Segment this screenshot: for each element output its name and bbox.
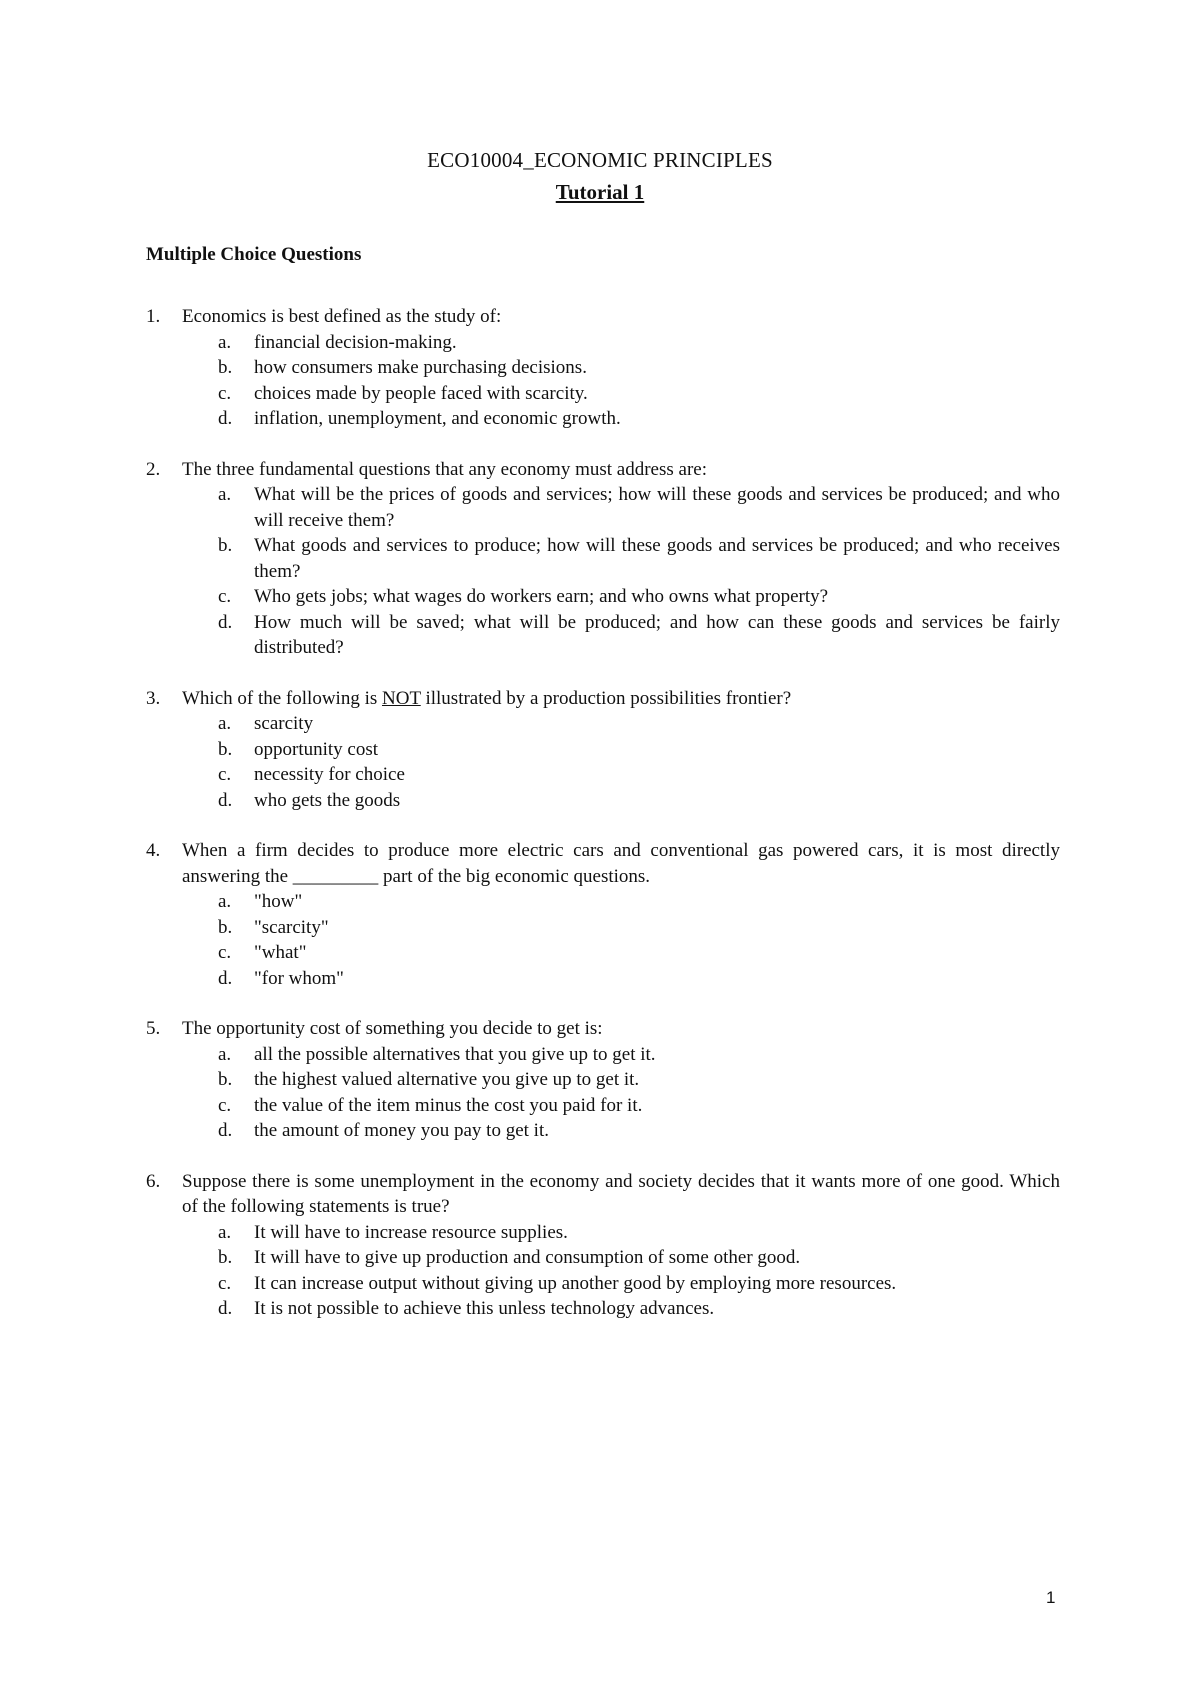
option-text: the amount of money you pay to get it. [254,1120,549,1141]
option-c [218,940,1060,966]
option-text: It will have to give up production and consumption of some other good. [254,1247,801,1268]
option-d [218,406,1060,432]
option-list [218,1220,1060,1322]
option-letter: a. [218,331,232,353]
question-6 [146,1169,1060,1322]
option-letter: a. [218,1043,232,1065]
option-text: the highest valued alternative you give up to get it. [254,1069,640,1090]
option-list [218,482,1060,661]
question-text: When a firm decides to produce more electric cars and conventional gas powered cars, it is most directly answering the _________ part of the big economic questions. [182,840,1060,887]
option-text: financial decision-making. [254,331,457,353]
question-number: 2. [146,458,161,480]
question-text-before: Which of the following is [182,687,382,709]
question-number: 1. [146,306,161,327]
option-text: all the possible alternatives that you give up to get it. [254,1043,656,1065]
option-a [218,1220,1060,1246]
question-5 [146,1016,1060,1144]
question-text: Suppose there is some unemployment in the economy and society decides that it wants more of one good. Which of the following statements is true? [182,1170,1060,1217]
question-text [182,686,1060,712]
option-letter: c. [218,1272,232,1294]
option-b [218,355,1060,381]
page-number: 1 [1046,1588,1056,1607]
question-4 [146,838,1060,991]
option-letter: c. [218,1094,232,1116]
option-d [218,610,1060,661]
option-text: What will be the prices of goods and services; how will these goods and services be produced; and who will receive them? [254,484,1060,531]
tutorial-title-text: Tutorial 1 [555,180,645,204]
option-letter: d. [218,789,233,811]
option-letter: a. [218,1221,232,1243]
option-text: It will have to increase resource supplies. [254,1221,568,1243]
question-text: The three fundamental questions that any economy must address are: [182,458,707,480]
option-letter: d. [218,408,233,429]
option-letter: b. [218,1247,233,1268]
option-text: "how" [254,891,303,912]
option-letter: a. [218,713,232,734]
option-text: the value of the item minus the cost you paid for it. [254,1094,643,1116]
option-text: "what" [254,942,307,963]
question-list [146,304,1060,1347]
option-d [218,788,1060,814]
option-text: inflation, unemployment, and economic growth. [254,408,621,429]
option-letter: c. [218,382,232,404]
option-letter: c. [218,942,232,963]
option-text: What goods and services to produce; how will these goods and services be produced; and who receives them? [254,535,1060,582]
option-text: "scarcity" [254,916,329,938]
option-c [218,762,1060,788]
option-c [218,1271,1060,1297]
question-number: 5. [146,1018,161,1039]
option-letter: c. [218,764,232,785]
question-text: Economics is best defined as the study of: [182,306,502,327]
question-text-after: illustrated by a production possibilities frontier? [420,687,792,709]
option-b [218,737,1060,763]
question-text: The opportunity cost of something you decide to get is: [182,1018,603,1039]
option-c [218,584,1060,610]
option-letter: d. [218,1298,233,1319]
option-text: "for whom" [254,967,344,989]
option-a [218,889,1060,915]
option-text: choices made by people faced with scarcity. [254,382,588,404]
option-a [218,711,1060,737]
option-text: opportunity cost [254,738,379,760]
option-letter: b. [218,357,233,378]
option-c [218,381,1060,407]
option-text: necessity for choice [254,764,405,785]
option-text: Who gets jobs; what wages do workers earn; and who owns what property? [254,586,829,607]
option-a [218,1042,1060,1068]
option-d [218,966,1060,992]
option-list [218,711,1060,813]
option-b [218,1067,1060,1093]
question-number: 4. [146,840,161,861]
question-3 [146,686,1060,814]
option-b [218,533,1060,584]
option-letter: d. [218,967,233,989]
option-letter: b. [218,1069,233,1090]
option-text: It can increase output without giving up another good by employing more resources. [254,1272,897,1294]
question-2 [146,457,1060,661]
option-letter: c. [218,586,232,607]
option-letter: d. [218,611,233,633]
question-text-emphasis: NOT [382,687,421,709]
question-1 [146,304,1060,432]
option-list [218,1042,1060,1144]
tutorial-title [0,180,1200,205]
option-b [218,915,1060,941]
option-b [218,1245,1060,1271]
option-d [218,1118,1060,1144]
course-title: ECO10004_ECONOMIC PRINCIPLES [427,148,773,172]
option-text: scarcity [254,713,314,734]
question-number: 3. [146,687,161,709]
option-list [218,889,1060,991]
option-letter: a. [218,891,232,912]
option-text: how consumers make purchasing decisions. [254,357,587,378]
option-list [218,330,1060,432]
option-text: who gets the goods [254,789,401,811]
option-letter: b. [218,916,233,938]
option-letter: a. [218,484,232,505]
option-letter: d. [218,1120,233,1141]
section-heading: Multiple Choice Questions [146,244,362,265]
option-d [218,1296,1060,1322]
option-letter: b. [218,535,233,556]
question-number: 6. [146,1170,161,1192]
option-letter: b. [218,738,233,760]
option-a [218,330,1060,356]
option-text: It is not possible to achieve this unless technology advances. [254,1298,715,1319]
option-text: How much will be saved; what will be produced; and how can these goods and services be fairly distributed? [254,611,1060,658]
option-c [218,1093,1060,1119]
option-a [218,482,1060,533]
